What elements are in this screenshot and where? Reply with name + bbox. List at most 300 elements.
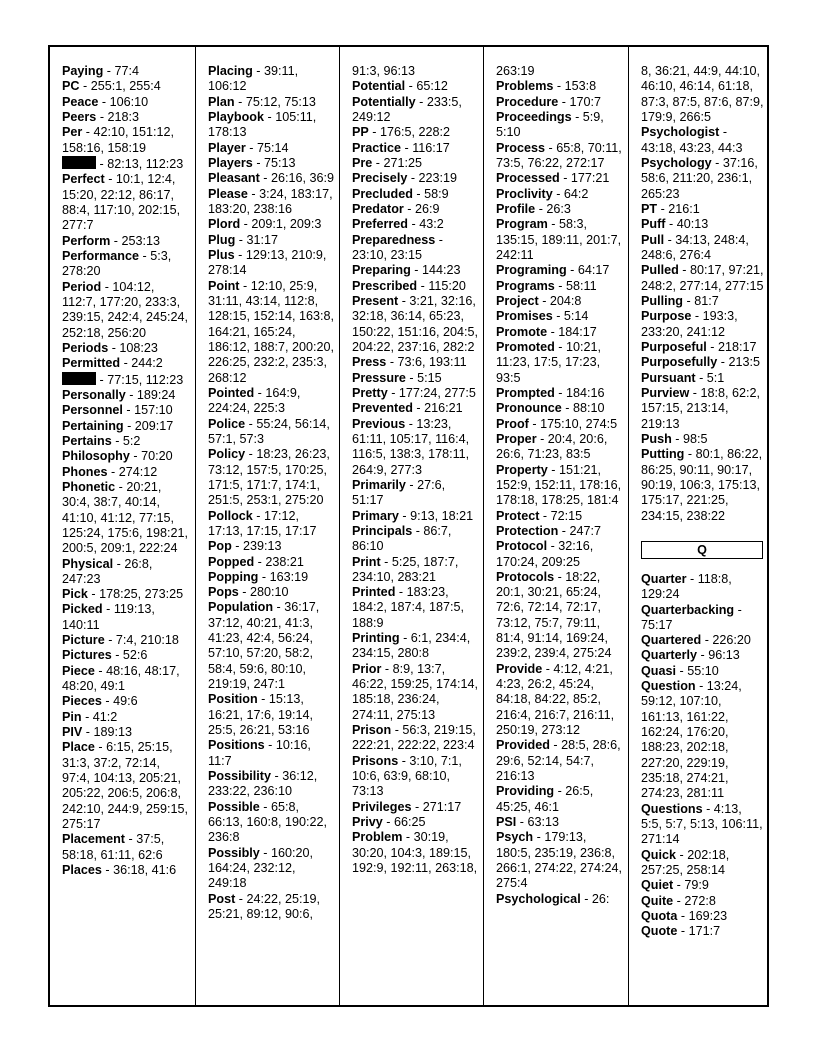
entry-term: Perform [62,233,111,248]
entry-refs: 75:12, 75:13 [245,94,316,109]
entry-term: Periods [62,340,109,355]
index-entry: Plord - 209:1, 209:3 [208,217,322,232]
entry-refs: 70:20 [141,449,173,464]
entry-refs: 73:6, 193:11 [397,355,467,370]
entry-refs: 160:20, 164:24, 232:12, 249:18 [208,845,314,891]
index-entry: PC - 255:1, 255:4 [62,79,161,94]
index-entry: Pronounce - 88:10 [496,401,605,416]
entry-term: Placing [208,64,253,78]
entry-refs: 80:17, 97:21, 248:2, 277:14, 277:15 [641,263,764,293]
entry-term: Precisely [352,171,408,186]
index-entry: Psychologist - 43:18, 43:23, 44:3 [641,125,743,155]
index-entry: Picture - 7:4, 210:18 [62,633,179,648]
index-entry: Problem - 30:19, 30:20, 104:3, 189:15, 192:9, 192:11, 263:18, [352,830,478,876]
entry-refs: 189:24 [136,387,176,402]
entry-term: Pertains [62,433,112,448]
entry-term: Permitted [62,356,121,371]
entry-refs: 64:2 [563,186,589,201]
entry-term: Psych [496,830,534,845]
entry-term: Proclivity [496,186,553,201]
index-entry: Place - 6:15, 25:15, 31:3, 37:2, 72:14, 97:4, 104:13, 205:21, 205:22, 206:5, 206:8, 242:10, 244:9, 259:15, 275:17 [62,740,189,832]
index-entry: Print - 5:25, 187:7, 234:10, 283:21 [352,554,459,584]
entry-refs: 116:17 [412,140,450,155]
index-entry: Process - 65:8, 70:11, 73:5, 76:22, 272:17 [496,140,622,170]
entry-term: Previous [352,416,406,431]
entry-term: Pronounce [496,401,562,416]
index-entry: Prior - 8:9, 13:7, 46:22, 159:25, 174:14, 185:18, 236:24, 274:11, 275:13 [352,661,479,722]
entry-term: Quiet [641,878,674,893]
entry-refs: 80:1, 86:22, 86:25, 90:11, 90:17, 90:19, 106:3, 175:13, 175:17, 221:25, 234:15, 238:22 [641,447,763,523]
entry-refs: 26:9 [415,201,440,216]
index-entry: Purposeful - 218:17 [641,339,757,354]
entry-term: Plug [208,232,236,247]
index-entry: Preferred - 43:2 [352,217,444,232]
index-entry: Pointed - 164:9, 224:24, 225:3 [208,385,301,416]
entry-refs: 36:12, 233:22, 236:10 [208,769,318,799]
entry-refs: 41:2 [92,709,118,724]
entry-term: Possible [208,799,260,814]
index-entry: Proclivity - 64:2 [496,186,589,201]
section-letter-heading: Q [641,541,763,559]
index-entry: Perform - 253:13 [62,233,161,248]
entry-term: Pretty [352,385,388,400]
entry-term: Paying [62,64,104,78]
entry-refs: 10:1, 12:4, 15:20, 22:12, 86:17, 88:4, 117:10, 202:15, 277:7 [62,172,181,233]
entry-refs: 55:10 [687,663,719,678]
entry-term: PIV [62,725,83,740]
entry-term: Quarterbacking [641,602,735,617]
index-entry: Plan - 75:12, 75:13 [208,94,316,109]
entry-refs: 96:13 [708,648,740,663]
entry-term: Principals [352,523,413,538]
entry-refs: 247:7 [569,523,601,538]
entry-term: Physical [62,556,114,571]
entry-term: Possibly [208,845,260,860]
entry-term: Questions [641,801,703,816]
entry-refs: 6:15, 25:15, 31:3, 37:2, 72:14, 97:4, 104:13, 205:21, 205:22, 206:5, 206:8, 242:10, 244:9, 259:15, 275:17 [62,740,189,832]
entry-term: Provided [496,738,550,753]
entry-refs: 108:23 [119,340,158,355]
entry-refs: 183:23, 184:2, 187:4, 187:5, 188:9 [352,585,465,630]
index-entry: - 82:13, 112:23 [62,156,191,172]
entry-term: Problem [352,830,403,845]
index-entry: Protocols - 18:22, 20:1, 30:21, 65:24, 72:6, 72:14, 72:17, 73:12, 75:7, 79:11, 81:4, 91:14, 169:24, 239:2, 239:4, 275:24 [496,569,612,661]
entry-term: Practice [352,140,402,155]
index-entry: Programing - 64:17 [496,263,610,278]
entry-term: Quick [641,847,676,862]
entry-term: Promoted [496,339,555,354]
entry-term: Pictures [62,648,112,663]
entry-refs: 10:16, 11:7 [208,738,311,768]
entry-refs: 157:10 [134,403,173,418]
entry-term: Perfect [62,172,105,187]
entry-refs: 66:25 [394,815,426,830]
entry-term: Psychology [641,155,712,170]
entry-refs: 39:11, 106:12 [208,64,299,94]
entry-refs: 8:9, 13:7, 46:22, 159:25, 174:14, 185:18, 236:24, 274:11, 275:13 [352,661,479,722]
entry-refs: 98:5 [683,431,708,446]
entry-term: Period [62,279,102,294]
entry-term: Quote [641,924,678,939]
entry-refs: 177:21 [570,171,610,186]
entry-term: Point [208,278,240,293]
index-entry: Putting - 80:1, 86:22, 86:25, 90:11, 90:17, 90:19, 106:3, 175:13, 175:17, 221:25, 234:15, 238:22 [641,447,763,523]
entry-refs: 119:13, 140:11 [62,602,155,632]
index-entry: Present - 3:21, 32:16, 32:18, 36:14, 65:23, 150:22, 151:16, 204:5, 204:22, 237:16, 282:2 [352,293,479,354]
entry-refs: 77:4 [114,64,140,78]
entry-term: Print [352,554,381,569]
index-entry: Programs - 58:11 [496,278,597,293]
index-entry: Puff - 40:13 [641,217,709,232]
index-entry: Protocol - 32:16, 170:24, 209:25 [496,539,594,569]
index-entry: Pretty - 177:24, 277:5 [352,385,476,400]
entry-refs: 72:15 [550,508,583,523]
entry-term: Player [208,140,246,155]
index-entry: Performance - 5:3, 278:20 [62,248,172,279]
entry-refs: 88:10 [572,401,605,416]
entry-refs: 178:25, 273:25 [99,587,184,602]
entry-refs: 144:23 [422,263,461,278]
entry-refs: 5:15 [417,370,442,385]
entry-refs: 26:3 [546,201,571,216]
entry-refs: 13:24, 59:12, 107:10, 161:13, 161:22, 162:24, 176:20, 188:23, 202:18, 227:20, 229:19, 235:18, 274:21, 274:23, 281:11 [641,679,742,801]
entry-refs: 26:8, 247:23 [62,556,153,586]
index-entry: Periods - 108:23 [62,340,158,355]
index-entry: PIV - 189:13 [62,725,133,740]
index-page-frame [48,45,769,1007]
index-entry: Pulling - 81:7 [641,293,719,308]
index-entry: Provide - 4:12, 4:21, 4:23, 26:2, 45:24, 84:18, 84:22, 85:2, 216:4, 216:7, 216:11, 250:19, 273:12 [496,661,615,738]
entry-term: Preparedness [352,232,436,247]
index-entry: Pull - 34:13, 248:4, 248:6, 276:4 [641,232,749,262]
index-entry: Prevented - 216:21 [352,401,463,416]
entry-term: Problems [496,79,554,94]
index-entry: Psychology - 37:16, 58:6, 211:20, 236:1, 265:23 [641,155,758,201]
index-entry: Popping - 163:19 [208,569,309,584]
index-entry: Privileges - 271:17 [352,799,462,814]
entry-term: Picked [62,602,103,617]
entry-refs: 216:21 [424,401,463,416]
entry-refs: 18:8, 62:2, 157:15, 213:14, 219:13 [641,385,761,431]
entry-term: Pull [641,232,665,247]
entry-refs: 75:14 [257,140,289,155]
entry-refs: 56:3, 219:15, 222:21, 222:22, 223:4 [352,723,476,753]
index-entry: Potential - 65:12 [352,79,448,94]
entry-refs: 218:17 [717,339,757,354]
entry-refs: 26:5, 45:25, 46:1 [496,784,594,814]
entry-term: Psychological [496,891,581,906]
entry-refs: 129:13, 210:9, 278:14 [208,247,327,278]
index-entry: Pleasant - 26:16, 36:9 [208,171,335,186]
entry-refs: 31:17 [246,232,279,247]
index-entry: Property - 151:21, 152:9, 152:11, 178:16, 178:18, 178:25, 181:4 [496,462,622,508]
entry-refs: 64:17 [577,263,610,278]
index-entry: Promoted - 10:21, 11:23, 17:5, 17:23, 93:5 [496,339,601,385]
entry-refs: 26: [591,891,610,906]
entry-refs: 81:7 [694,293,719,308]
entry-term: PT [641,201,658,216]
index-entry: Permitted - 244:2 [62,356,163,371]
entry-refs: 30:19, 30:20, 104:3, 189:15, 192:9, 192:11, 263:18, [352,830,478,876]
entry-refs: 82:13, 112:23 [107,156,184,171]
entry-term: Quasi [641,663,676,678]
index-entry: PP - 176:5, 228:2 [352,125,451,140]
entry-term: Performance [62,248,139,263]
index-entry: Prescribed - 115:20 [352,278,466,293]
entry-refs: 65:8, 66:13, 160:8, 190:22, 236:8 [208,799,328,845]
entry-refs: 48:16, 48:17, 48:20, 49:1 [62,663,180,694]
index-entry: Philosophy - 70:20 [62,449,173,464]
entry-term: Piece [62,663,95,678]
entry-refs: 5:2 [122,433,141,448]
entry-term: Push [641,431,672,446]
entry-refs: 171:7 [688,924,721,939]
entry-refs: 5:9, 5:10 [496,109,604,140]
index-entry: Principals - 86:7, 86:10 [352,523,452,554]
entry-refs: 7:4, 210:18 [115,633,179,648]
index-entry: Prisons - 3:10, 7:1, 10:6, 63:9, 68:10, 73:13 [352,753,462,799]
entry-term: Peace [62,94,99,109]
entry-refs: 5:25, 187:7, 234:10, 283:21 [352,554,459,584]
index-entry: Post - 24:22, 25:19, 25:21, 89:12, 90:6, [208,891,321,922]
entry-term: Places [62,863,102,878]
entry-refs: 52:6 [122,648,148,663]
entry-term: Peers [62,109,97,124]
entry-term: Plord [208,217,241,232]
entry-refs: 105:11, 178:13 [208,109,317,140]
entry-term: Pre [352,155,373,170]
entry-refs: 226:20 [712,633,751,648]
entry-term: Pointed [208,385,255,400]
entry-term: Promote [496,324,548,339]
index-entry: Players - 75:13 [208,155,296,170]
entry-term: Primarily [352,477,406,492]
index-entry: Printed - 183:23, 184:2, 187:4, 187:5, 188:9 [352,585,465,630]
entry-term: Population [208,600,274,615]
entry-term: Predator [352,201,404,216]
index-entry: Pursuant - 5:1 [641,370,725,385]
entry-refs: 213:5 [728,355,760,370]
entry-refs: 209:17 [134,418,174,433]
index-entry: Precluded - 58:9 [352,186,449,201]
entry-refs: 15:13, 16:21, 17:6, 19:14, 25:5, 26:21, 53:16 [208,692,314,738]
index-entry: Physical - 26:8, 247:23 [62,556,153,586]
entry-refs: 244:2 [131,356,163,371]
index-entry: Predator - 26:9 [352,201,440,216]
entry-refs: 189:13 [93,725,133,740]
index-entry: Proceedings - 5:9, 5:10 [496,109,604,140]
entry-refs: 163:19 [269,569,309,584]
index-entry: - 77:15, 112:23 [62,372,191,388]
entry-term: Phones [62,464,108,479]
entry-term: Proof [496,416,529,431]
entry-term: Protect [496,508,540,523]
entry-refs: 43:2 [419,217,444,232]
index-entry: PT - 216:1 [641,201,700,216]
entry-term: Popping [208,569,259,584]
index-entry: Purposefully - 213:5 [641,355,760,370]
entry-term: Post [208,891,236,906]
entry-term: Question [641,679,696,694]
entry-term: Position [208,692,258,707]
entry-refs: 280:10 [250,585,289,600]
index-entry-continuation [352,64,479,79]
entry-term: Per [62,125,83,140]
index-entry: Quota - 169:23 [641,909,728,924]
entry-refs: 37:16, 58:6, 211:20, 236:1, 265:23 [641,155,758,201]
entry-term: Pick [62,587,88,602]
entry-refs: 263:19 [496,64,535,78]
index-entry: Playbook - 105:11, 178:13 [208,109,317,140]
index-entry: Promises - 5:14 [496,309,589,324]
index-entry: Promote - 184:17 [496,324,597,339]
entry-refs: 209:1, 209:3 [251,217,322,232]
entry-term: Privileges [352,799,412,814]
entry-refs: 153:8 [564,79,597,94]
entry-term: Plus [208,247,235,262]
index-entry: Perfect - 10:1, 12:4, 15:20, 22:12, 86:17, 88:4, 117:10, 202:15, 277:7 [62,172,181,233]
entry-term: Pops [208,585,239,600]
entry-refs: 5:14 [563,309,589,324]
entry-refs: 115:20 [428,278,466,293]
entry-term: PP [352,125,369,140]
index-entry: Period - 104:12, 112:7, 177:20, 233:3, 239:15, 242:4, 245:24, 252:18, 256:20 [62,279,189,340]
entry-term: Possibility [208,769,271,784]
entry-refs: 36:17, 37:12, 40:21, 41:3, 41:23, 42:4, 56:24, 57:10, 57:20, 58:2, 58:4, 59:6, 80:10, 219:19, 247:1 [208,600,320,692]
index-entry: Piece - 48:16, 48:17, 48:20, 49:1 [62,663,180,694]
entry-refs: 24:22, 25:19, 25:21, 89:12, 90:6, [208,891,321,922]
entry-term: Quarter [641,571,687,586]
entry-refs: 179:13, 180:5, 235:19, 236:8, 266:1, 274:22, 274:24, 275:4 [496,830,623,891]
entry-term: Profile [496,201,536,216]
index-entry: Providing - 26:5, 45:25, 46:1 [496,784,594,814]
index-entry: Quick - 202:18, 257:25, 258:14 [641,847,730,878]
entry-term: Quartered [641,633,702,648]
index-entry: Positions - 10:16, 11:7 [208,738,311,768]
entry-refs: 118:8, 129:24 [641,571,732,602]
index-entry: Possibly - 160:20, 164:24, 232:12, 249:18 [208,845,314,891]
entry-refs: 32:16, 170:24, 209:25 [496,539,594,569]
entry-term: PC [62,79,80,94]
entry-refs: 75:13 [264,155,296,170]
index-entry-continuation [496,64,624,79]
index-entry: Primarily - 27:6, 51:17 [352,477,446,508]
entry-refs: 18:23, 26:23, 73:12, 157:5, 170:25, 171:5, 171:7, 174:1, 251:5, 253:1, 275:20 [208,447,330,508]
entry-term: Puff [641,217,666,232]
entry-term: Picture [62,633,105,648]
entry-term: Preparing [352,263,411,278]
index-entry: Provided - 28:5, 28:6, 29:6, 52:14, 54:7, 216:13 [496,738,621,784]
entry-term: Pieces [62,694,102,709]
entry-term: Protection [496,523,559,538]
entry-refs: 253:13 [121,233,161,248]
entry-refs: 75:17 [641,617,673,632]
index-column-3 [339,47,483,1005]
entry-refs: 274:12 [118,464,158,479]
entry-refs: 3:21, 32:16, 32:18, 36:14, 65:23, 150:22, 151:16, 204:5, 204:22, 237:16, 282:2 [352,293,479,354]
index-entry: Quarter - 118:8, 129:24 [641,571,732,602]
entry-refs: 23:10, 23:15 [352,247,423,262]
entry-term: Potential [352,79,406,94]
entry-refs: 5:1 [706,370,725,385]
entry-refs: 170:7 [569,94,602,109]
index-entry: Prompted - 184:16 [496,385,605,400]
entry-term: Pulled [641,263,679,278]
index-entry: Phonetic - 20:21, 30:4, 38:7, 40:14, 41:10, 41:12, 77:15, 125:24, 175:6, 198:21, 200:5, 209:1, 222:24 [62,479,189,556]
index-entry: Printing - 6:1, 234:4, 234:15, 280:8 [352,631,471,661]
index-entry: Press - 73:6, 193:11 [352,355,467,370]
entry-term: Pursuant [641,370,696,385]
entry-term: Quite [641,893,674,908]
index-entry: Quote - 171:7 [641,924,721,939]
entry-refs: 20:4, 20:6, 26:6, 71:23, 83:5 [496,431,608,462]
entry-refs: 272:8 [684,893,716,908]
index-entry-continuation [641,64,765,125]
redaction-block [62,372,96,385]
entry-term: Processed [496,171,560,186]
entry-refs: 8, 36:21, 44:9, 44:10, 46:10, 46:14, 61:18, 87:3, 87:5, 87:6, 87:9, 179:9, 266:5 [641,64,764,124]
index-entry: Places - 36:18, 41:6 [62,863,177,878]
index-entry: Quiet - 79:9 [641,878,709,893]
entry-refs: 204:8 [549,293,582,308]
index-entry: Quasi - 55:10 [641,663,719,678]
index-entry: Police - 55:24, 56:14, 57:1, 57:3 [208,416,330,446]
entry-refs: 40:13 [676,217,709,232]
index-entry: Per - 42:10, 151:12, 158:16, 158:19 [62,125,175,155]
entry-refs: 193:3, 233:20, 241:12 [641,309,738,339]
entry-term: Personnel [62,403,123,418]
entry-refs: 36:18, 41:6 [113,863,177,878]
entry-term: Property [496,462,548,477]
index-entry: Pin - 41:2 [62,709,118,724]
entry-refs: 223:19 [418,171,458,186]
index-entry: Preparing - 144:23 [352,263,461,278]
entry-term: Prevented [352,401,413,416]
index-entry: Pick - 178:25, 273:25 [62,587,184,602]
index-entry: Pollock - 17:12, 17:13, 17:15, 17:17 [208,508,317,538]
index-entry: Questions - 4:13, 5:5, 5:7, 5:13, 106:11, 271:14 [641,801,763,847]
index-entry: Program - 58:3, 135:15, 189:11, 201:7, 242:11 [496,217,622,262]
entry-refs: 271:17 [422,799,462,814]
index-entry: Pictures - 52:6 [62,648,148,663]
entry-refs: 65:12 [416,79,448,94]
index-column-1 [50,47,195,1005]
entry-refs: 3:10, 7:1, 10:6, 63:9, 68:10, 73:13 [352,753,462,799]
entry-term: Pleasant [208,171,260,186]
index-entry: Processed - 177:21 [496,171,610,186]
index-entry: Potentially - 233:5, 249:12 [352,94,462,124]
index-entry: Pertaining - 209:17 [62,418,174,433]
index-entry: Privy - 66:25 [352,815,426,830]
index-entry: Practice - 116:17 [352,140,450,155]
index-entry: Push - 98:5 [641,431,708,446]
entry-refs: 42:10, 151:12, 158:16, 158:19 [62,125,175,155]
index-entry: Protect - 72:15 [496,508,583,523]
entry-refs: 58:11 [566,278,597,293]
entry-term: Philosophy [62,449,130,464]
entry-term: Phonetic [62,479,116,494]
entry-term: PSI [496,815,517,830]
entry-term: Provide [496,661,543,676]
entry-refs: 4:12, 4:21, 4:23, 26:2, 45:24, 84:18, 84:22, 85:2, 216:4, 216:7, 216:11, 250:19, 273:12 [496,661,615,738]
entry-term: Printing [352,631,400,646]
index-entry: Profile - 26:3 [496,201,571,216]
entry-refs: 34:13, 248:4, 248:6, 276:4 [641,232,749,262]
entry-refs: 49:6 [113,694,138,709]
entry-term: Proceedings [496,109,572,124]
entry-term: Placement [62,832,125,847]
entry-refs: 91:3, 96:13 [352,64,416,78]
